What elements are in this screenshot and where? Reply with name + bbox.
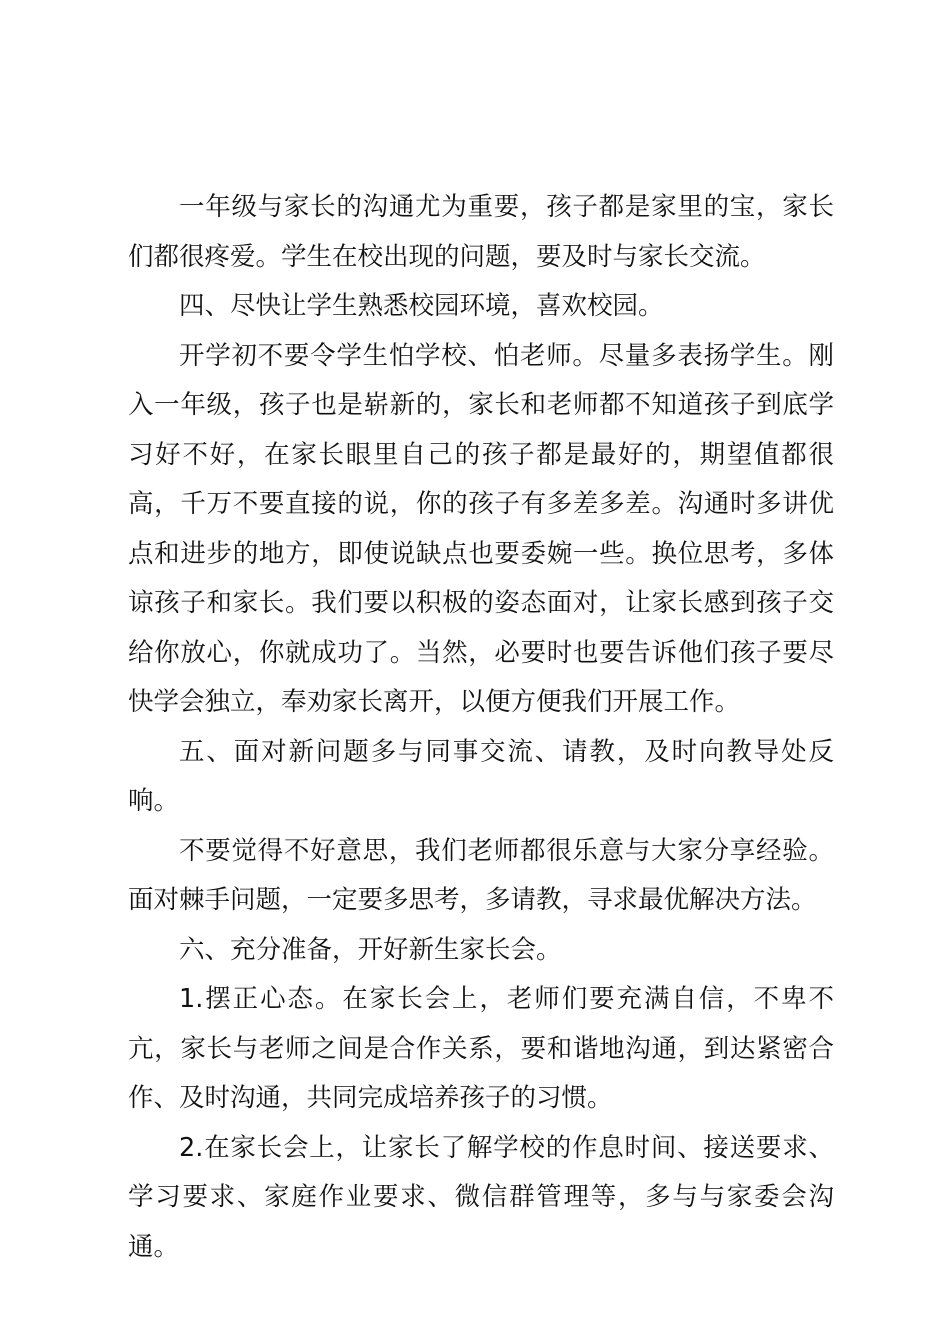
heading-section-six: 六、充分准备，开好新生家长会。 (179, 934, 562, 965)
document-body (128, 183, 834, 1272)
paragraph-share-experience: 不要觉得不好意思，我们老师都很乐意与大家分享经验。面对棘手问题，一定要多思考，多请教，寻求最优解决方法。 (128, 835, 834, 915)
paragraph-parent-meeting: 2.在家长会上，让家长了解学校的作息时间、接送要求、学习要求、家庭作业要求、微信群管理等，多与与家委会沟通。 (128, 1132, 834, 1262)
heading-section-four: 四、尽快让学生熟悉校园环境，喜欢校园。 (179, 291, 664, 321)
paragraph-mindset: 1.摆正心态。在家长会上，老师们要充满自信，不卑不亢，家长与老师之间是合作关系，要和谐地沟通，到达紧密合作、及时沟通，共同完成培养孩子的习惯。 (128, 984, 834, 1113)
heading-section-five: 五、面对新问题多与同事交流、请教，及时向教导处反响。 (128, 736, 834, 816)
paragraph-parent-communication: 一年级与家长的沟通尤为重要，孩子都是家里的宝，家长们都很疼爱。学生在校出现的问题，要及时与家长交流。 (128, 192, 834, 272)
paragraph-school-start: 开学初不要令学生怕学校、怕老师。尽量多表扬学生。刚入一年级，孩子也是崭新的，家长和老师都不知道孩子到底学习好不好，在家长眼里自己的孩子都是最好的，期望值都很高，千万不要直接的说，你的孩子有多差多差。沟通时多讲优点和进步的地方，即使说缺点也要委婉一些。换位思考，多体谅孩子和家长。我们要以积极的姿态面对，让家长感到孩子交给你放心，你就成功了。当然，必要时也要告诉他们孩子要尽快学会独立，奉劝家长离开，以便方便我们开展工作。 (128, 340, 834, 717)
